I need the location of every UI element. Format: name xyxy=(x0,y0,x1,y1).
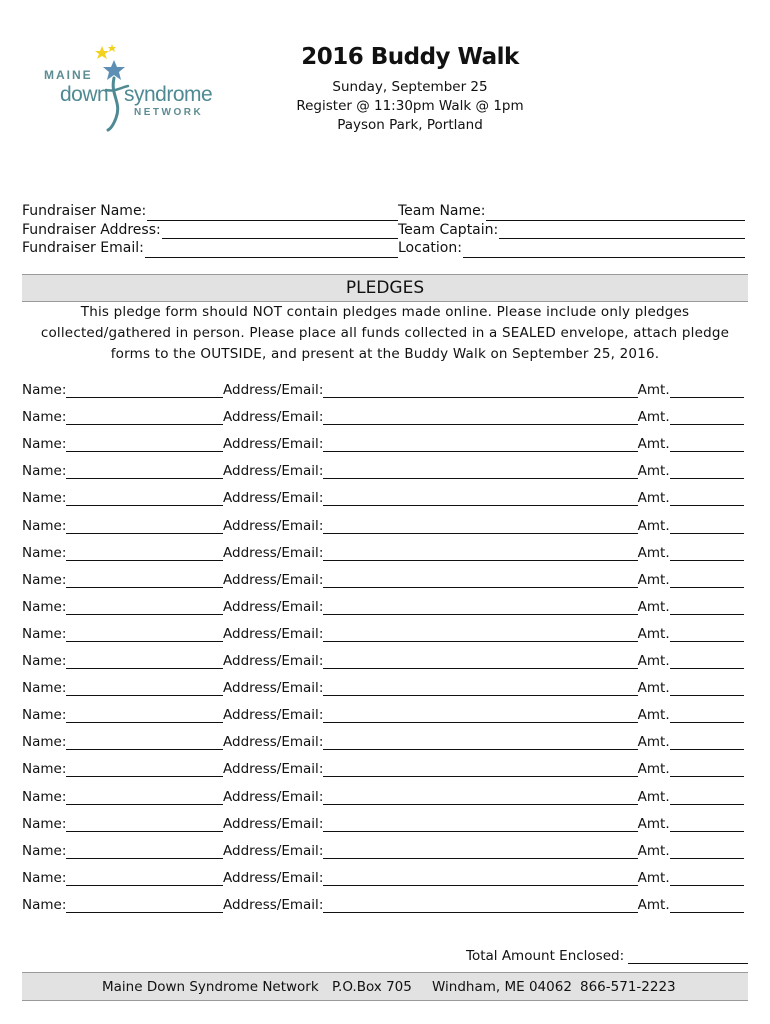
pledge-amount-label: Amt. xyxy=(637,625,670,642)
pledge-address-label: Address/Email: xyxy=(223,734,324,751)
pledge-address-label: Address/Email: xyxy=(223,625,324,642)
pledge-row xyxy=(22,543,744,561)
pledge-row xyxy=(22,868,744,886)
pledge-row xyxy=(22,461,744,479)
pledge-name-line[interactable] xyxy=(66,629,223,642)
pledge-amount-line[interactable] xyxy=(670,466,744,479)
pledge-address-label: Address/Email: xyxy=(223,896,324,913)
pledge-row xyxy=(22,759,744,777)
team-name-line[interactable] xyxy=(486,206,745,221)
pledge-instructions: This pledge form should NOT contain pledges made online. Please include only pledges collected/gathered in person. Please place all funds collected in a SEALED envelope, attach pledge forms to the OUTSIDE, and present at the Buddy Walk on September 25, 2016. xyxy=(40,304,730,362)
pledge-row xyxy=(22,651,744,669)
pledge-address-line[interactable] xyxy=(323,412,637,425)
footer-org: Maine Down Syndrome Network xyxy=(102,979,319,995)
pledge-address-line[interactable] xyxy=(323,656,637,669)
event-header xyxy=(260,44,560,135)
pledge-amount-line[interactable] xyxy=(670,439,744,452)
fundraiser-address-label: Fundraiser Address: xyxy=(22,221,161,238)
pledge-address-line[interactable] xyxy=(323,548,637,561)
pledge-address-line[interactable] xyxy=(323,710,637,723)
pledge-address-line[interactable] xyxy=(323,683,637,696)
pledge-amount-line[interactable] xyxy=(670,737,744,750)
pledge-address-label: Address/Email: xyxy=(223,707,324,724)
pledge-amount-label: Amt. xyxy=(637,815,670,832)
pledge-amount-line[interactable] xyxy=(670,846,744,859)
event-location: Payson Park, Portland xyxy=(337,117,483,133)
pledge-name-line[interactable] xyxy=(66,656,223,669)
team-captain-field[interactable] xyxy=(398,221,745,240)
pledge-name-line[interactable] xyxy=(66,412,223,425)
event-date: Sunday, September 25 xyxy=(332,79,488,95)
logo-syndrome-text: syndrome xyxy=(124,83,213,106)
pledge-name-label: Name: xyxy=(22,896,67,913)
pledge-address-line[interactable] xyxy=(323,466,637,479)
pledge-amount-line[interactable] xyxy=(670,819,744,832)
pledge-amount-line[interactable] xyxy=(670,385,744,398)
team-info xyxy=(398,202,745,258)
pledge-name-label: Name: xyxy=(22,761,67,778)
pledge-row xyxy=(22,732,744,750)
yellow-star-icon xyxy=(95,46,109,59)
pledge-address-line[interactable] xyxy=(323,792,637,805)
pledge-amount-label: Amt. xyxy=(637,653,670,669)
pledge-name-label: Name: xyxy=(22,625,67,642)
pledge-amount-label: Amt. xyxy=(637,761,670,778)
pledge-amount-label: Amt. xyxy=(637,896,670,913)
figure-body-line xyxy=(108,78,118,130)
pledge-name-line[interactable] xyxy=(66,548,223,561)
pledge-name-label: Name: xyxy=(22,571,67,588)
pledge-name-label: Name: xyxy=(22,734,67,751)
pledge-amount-label: Amt. xyxy=(637,598,670,615)
pledge-name-label: Name: xyxy=(22,815,67,832)
pledge-name-label: Name: xyxy=(22,598,67,615)
pledge-amount-line[interactable] xyxy=(670,792,744,805)
team-captain-line[interactable] xyxy=(499,224,745,239)
pledge-name-label: Name: xyxy=(22,409,67,426)
event-title: 2016 Buddy Walk xyxy=(301,44,519,70)
pledge-address-label: Address/Email: xyxy=(223,653,324,669)
pledge-name-line[interactable] xyxy=(66,792,223,805)
pledge-address-line[interactable] xyxy=(323,575,637,588)
pledge-address-label: Address/Email: xyxy=(223,788,324,805)
pledge-name-label: Name: xyxy=(22,382,67,398)
pledge-address-line[interactable] xyxy=(323,629,637,642)
organization-logo xyxy=(40,40,215,132)
pledge-address-line[interactable] xyxy=(323,602,637,615)
pledge-name-label: Name: xyxy=(22,436,67,453)
pledge-amount-label: Amt. xyxy=(637,382,670,398)
pledge-name-line[interactable] xyxy=(66,819,223,832)
pledge-address-line[interactable] xyxy=(323,764,637,777)
pledge-name-line[interactable] xyxy=(66,846,223,859)
pledge-amount-label: Amt. xyxy=(637,842,670,859)
pledge-name-line[interactable] xyxy=(66,900,223,913)
small-star-icon xyxy=(108,44,116,52)
pledge-name-label: Name: xyxy=(22,517,67,534)
footer-city: Windham, ME 04062 xyxy=(432,979,572,995)
team-location-field[interactable] xyxy=(398,239,745,258)
pledge-address-line[interactable] xyxy=(323,819,637,832)
team-location-label: Location: xyxy=(398,240,462,256)
pledge-amount-label: Amt. xyxy=(637,490,670,507)
pledge-amount-line[interactable] xyxy=(670,873,744,886)
pledge-address-label: Address/Email: xyxy=(223,815,324,832)
pledge-name-line[interactable] xyxy=(66,521,223,534)
pledge-amount-label: Amt. xyxy=(637,544,670,561)
pledge-address-label: Address/Email: xyxy=(223,490,324,507)
pledge-name-label: Name: xyxy=(22,788,67,805)
pledge-address-line[interactable] xyxy=(323,873,637,886)
pledge-amount-label: Amt. xyxy=(637,788,670,805)
pledge-amount-line[interactable] xyxy=(670,521,744,534)
pledge-name-label: Name: xyxy=(22,490,67,507)
pledges-heading: PLEDGES xyxy=(22,274,748,302)
pledge-address-line[interactable] xyxy=(323,385,637,398)
fundraiser-email-label: Fundraiser Email: xyxy=(22,240,144,256)
pledge-name-label: Name: xyxy=(22,842,67,859)
pledge-amount-line[interactable] xyxy=(670,575,744,588)
pledge-amount-line[interactable] xyxy=(670,764,744,777)
pledge-row xyxy=(22,895,744,913)
pledge-row xyxy=(22,787,744,805)
pledge-address-label: Address/Email: xyxy=(223,382,324,398)
pledge-amount-line[interactable] xyxy=(670,493,744,506)
pledge-name-label: Name: xyxy=(22,707,67,724)
pledge-row xyxy=(22,841,744,859)
footer-bar xyxy=(22,972,748,1001)
fundraiser-info xyxy=(22,202,398,258)
pledge-name-line[interactable] xyxy=(66,737,223,750)
pledge-row xyxy=(22,488,744,506)
fundraiser-address-field[interactable] xyxy=(22,221,398,240)
event-times: Register @ 11:30pm Walk @ 1pm xyxy=(296,98,524,114)
pledge-row xyxy=(22,814,744,832)
pledge-name-line[interactable] xyxy=(66,873,223,886)
pledge-row xyxy=(22,570,744,588)
fundraiser-email-line[interactable] xyxy=(145,243,398,258)
logo-down-text: down xyxy=(60,83,109,106)
pledge-amount-label: Amt. xyxy=(637,707,670,724)
pledge-amount-label: Amt. xyxy=(637,517,670,534)
pledge-name-line[interactable] xyxy=(66,493,223,506)
pledge-row xyxy=(22,624,744,642)
fundraiser-address-line[interactable] xyxy=(162,224,398,239)
pledge-amount-label: Amt. xyxy=(637,869,670,886)
pledge-address-line[interactable] xyxy=(323,439,637,452)
pledge-row xyxy=(22,678,744,696)
pledge-amount-label: Amt. xyxy=(637,571,670,588)
pledge-address-line[interactable] xyxy=(323,737,637,750)
pledge-amount-label: Amt. xyxy=(637,463,670,480)
pledge-amount-line[interactable] xyxy=(670,683,744,696)
pledge-amount-label: Amt. xyxy=(637,436,670,453)
team-location-line[interactable] xyxy=(463,243,745,258)
pledge-name-label: Name: xyxy=(22,680,67,697)
pledge-row xyxy=(22,705,744,723)
pledge-name-label: Name: xyxy=(22,544,67,561)
fundraiser-name-field[interactable] xyxy=(22,202,398,221)
pledge-address-label: Address/Email: xyxy=(223,842,324,859)
pledge-name-line[interactable] xyxy=(66,385,223,398)
pledge-address-label: Address/Email: xyxy=(223,598,324,615)
pledge-name-line[interactable] xyxy=(66,764,223,777)
pledge-name-line[interactable] xyxy=(66,683,223,696)
pledge-address-label: Address/Email: xyxy=(223,571,324,588)
pledge-row xyxy=(22,380,744,398)
total-amount-line[interactable] xyxy=(628,951,748,964)
pledge-amount-line[interactable] xyxy=(670,900,744,913)
pledge-row xyxy=(22,516,744,534)
pledge-address-label: Address/Email: xyxy=(223,436,324,453)
pledge-amount-line[interactable] xyxy=(670,412,744,425)
pledge-address-label: Address/Email: xyxy=(223,544,324,561)
pledge-amount-line[interactable] xyxy=(670,629,744,642)
footer-phone: 866-571-2223 xyxy=(580,979,676,995)
team-name-label: Team Name: xyxy=(398,203,486,219)
pledge-name-line[interactable] xyxy=(66,439,223,452)
pledge-address-label: Address/Email: xyxy=(223,761,324,778)
pledge-name-line[interactable] xyxy=(66,575,223,588)
pledge-address-label: Address/Email: xyxy=(223,463,324,480)
pledge-name-line[interactable] xyxy=(66,466,223,479)
fundraiser-email-field[interactable] xyxy=(22,239,398,258)
pledge-address-label: Address/Email: xyxy=(223,680,324,697)
pledge-amount-line[interactable] xyxy=(670,602,744,615)
pledge-amount-label: Amt. xyxy=(637,680,670,697)
pledge-amount-line[interactable] xyxy=(670,656,744,669)
fundraiser-name-label: Fundraiser Name: xyxy=(22,203,147,219)
pledge-address-line[interactable] xyxy=(323,521,637,534)
footer-pobox: P.O.Box 705 xyxy=(332,979,412,995)
pledge-address-line[interactable] xyxy=(323,846,637,859)
logo-network-text: NETWORK xyxy=(134,107,204,118)
pledge-address-label: Address/Email: xyxy=(223,517,324,534)
total-amount-label: Total Amount Enclosed: xyxy=(466,948,625,964)
pledge-address-line[interactable] xyxy=(323,493,637,506)
pledge-amount-label: Amt. xyxy=(637,734,670,751)
pledge-amount-label: Amt. xyxy=(637,409,670,426)
pledge-amount-line[interactable] xyxy=(670,710,744,723)
pledge-row xyxy=(22,597,744,615)
fundraiser-name-line[interactable] xyxy=(147,206,398,221)
team-captain-label: Team Captain: xyxy=(398,221,499,238)
pledge-address-label: Address/Email: xyxy=(223,409,324,426)
pledge-address-label: Address/Email: xyxy=(223,869,324,886)
pledge-name-line[interactable] xyxy=(66,602,223,615)
pledge-address-line[interactable] xyxy=(323,900,637,913)
pledge-row xyxy=(22,407,744,425)
team-name-field[interactable] xyxy=(398,202,745,221)
pledge-amount-line[interactable] xyxy=(670,548,744,561)
pledge-name-label: Name: xyxy=(22,653,67,669)
pledge-name-label: Name: xyxy=(22,869,67,886)
pledge-row xyxy=(22,434,744,452)
logo-maine-text: MAINE xyxy=(44,68,93,82)
pledge-name-line[interactable] xyxy=(66,710,223,723)
total-amount-field[interactable] xyxy=(466,948,748,964)
pledge-name-label: Name: xyxy=(22,463,67,480)
